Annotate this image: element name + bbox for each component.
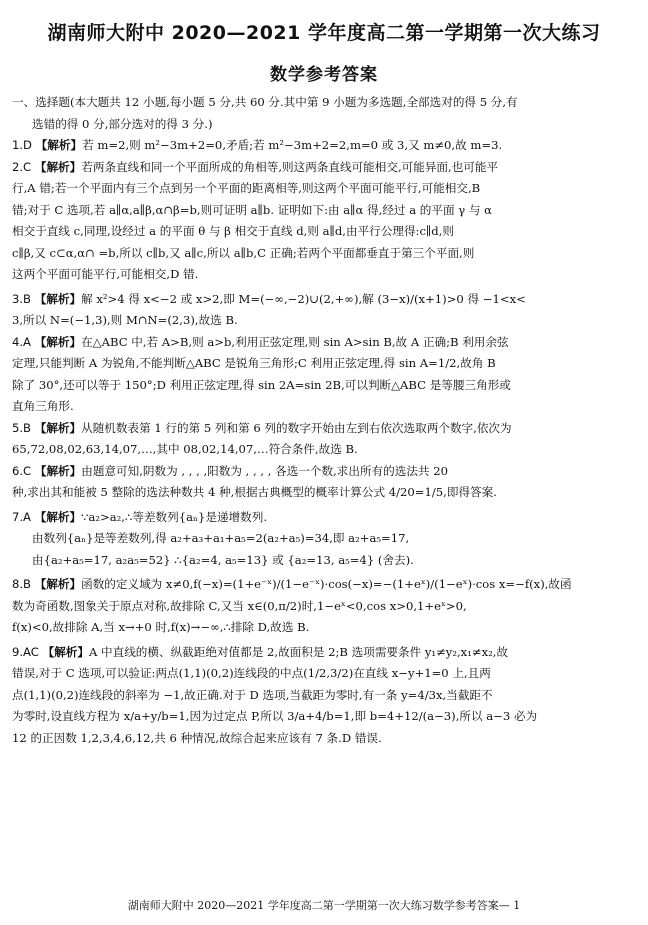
section-heading-line-2: 选错的得 0 分,部分选对的得 3 分.) <box>32 116 213 131</box>
q1-answer-number: 1.D <box>12 138 32 152</box>
page-subtitle: 数学参考答案 <box>270 65 378 85</box>
q7-line-3: 由{a₂+a₅=17, a₂a₅=52} ∴{a₂=4, a₅=13} 或 {a₂=13, a₅=4} (舍去). <box>32 552 414 567</box>
q3-line-1: 解 x²>4 得 x<−2 或 x>2,即 M=(−∞,−2)∪(2,+∞),解 (3−x)/(x+1)>0 得 −1<x< <box>81 291 526 306</box>
answer-q9 <box>12 642 638 664</box>
q9-line-3: 点(1,1)(0,2)连线段的斜率为 −1,故正确.对于 D 选项,当截距为零时,有一条 y=4/3x,当截距不 <box>12 687 493 702</box>
q9-analysis-tag: 【解析】 <box>42 644 89 659</box>
q9-line-1: A 中直线的横、纵截距绝对值都是 2,故面积是 2;B 选项需要条件 y₁≠y₂,x₁≠x₂,故 <box>88 644 509 659</box>
section-heading-line-1: 一、选择题(本大题共 12 小题,每小题 5 分,共 60 分.其中第 9 小题为多选题,全部选对的得 5 分,有 <box>12 95 518 109</box>
q4-line-1: 在△ABC 中,若 A>B,则 a>b,利用正弦定理,则 sin A>sin B,故 A 正确;B 利用余弦 <box>81 334 509 349</box>
q7-analysis-tag: 【解析】 <box>34 509 82 524</box>
q5-answer-number: 5.B <box>12 420 32 435</box>
q6-line-2: 种,求出其和能被 5 整除的选法种数共 4 种,根据古典概型的概率计算公式 4/20=1/5,即得答案. <box>12 485 497 499</box>
q7-answer-number: 7.A <box>12 509 31 524</box>
answer-q6 <box>12 461 638 483</box>
page-title: 湖南师大附中 2020—2021 学年度高二第一学期第一次大练习 <box>47 22 601 44</box>
q2-line-4: 相交于直线 c,同理,设经过 a 的平面 θ 与 β 相交于直线 d,则 a∥d,由平行公理得:c∥d,则 <box>12 224 455 238</box>
q2-answer-number: 2.C <box>12 159 32 174</box>
q4-line-4: 直角三角形. <box>12 399 74 413</box>
q7-line-2: 由数列{aₙ}是等差数列,得 a₂+a₃+a₁+a₅=2(a₂+a₅)=34,即 a₂+a₅=17, <box>32 531 410 545</box>
answer-q7 <box>12 507 638 529</box>
q9-line-5: 12 的正因数 1,2,3,4,6,12,共 6 种情况,故综合起来应该有 7 条.D 错误. <box>12 730 382 745</box>
q9-line-2: 错误,对于 C 选项,可以验证:两点(1,1)(0,2)连线段的中点(1/2,3/2)在直线 x−y+1=0 上,且两 <box>12 666 491 680</box>
q9-answer-number: 9.AC <box>12 644 39 659</box>
q1-analysis-tag: 【解析】 <box>35 138 83 152</box>
answer-q8 <box>12 574 638 596</box>
q8-line-3: f(x)<0,故排除 A,当 x→+0 时,f(x)→−∞,∴排除 D,故选 B. <box>12 620 310 634</box>
q8-analysis-tag: 【解析】 <box>34 577 82 591</box>
q4-line-2: 定理,只能判断 A 为锐角,不能判断△ABC 是锐角三角形;C 利用正弦定理,得 sin A=1/2,故角 B <box>12 356 496 370</box>
q2-line-3: 错;对于 C 选项,若 a∥α,a∥β,α∩β=b,则可证明 a∥b. 证明如下:由 a∥α 得,经过 a 的平面 γ 与 α <box>12 202 492 217</box>
page-footer: 湖南师大附中 2020—2021 学年度高二第一学期第一次大练习数学参考答案— 1 <box>127 899 521 912</box>
q4-analysis-tag: 【解析】 <box>34 334 82 349</box>
q5-analysis-tag: 【解析】 <box>34 420 82 435</box>
q8-line-2: 数为奇函数,图象关于原点对称,故排除 C,又当 x∈(0,π/2)时,1−eˣ<0,cos x>0,1+eˣ>0, <box>12 598 467 613</box>
q6-line-1: 由题意可知,阴数为 , , , ,阳数为 , , , , 各选一个数,求出所有的选法共 20 <box>81 463 448 478</box>
answer-body <box>12 92 638 749</box>
q8-line-1: 函数的定义域为 x≠0,f(−x)=(1+e⁻ˣ)/(1−e⁻ˣ)·cos(−x)=−(1+eˣ)/(1−eˣ)·cos x=−f(x),故函 <box>81 577 572 591</box>
q4-line-3: 除了 30°,还可以等于 150°;D 利用正弦定理,得 sin 2A=sin 2B,可以判断△ABC 是等腰三角形或 <box>12 377 511 392</box>
q3-line-2: 3,所以 N=(−1,3),则 M∩N=(2,3),故选 B. <box>12 313 238 327</box>
q5-line-1: 从随机数表第 1 行的第 5 列和第 6 列的数字开始由左到右依次选取两个数字,依次为 <box>81 420 512 435</box>
answer-q3 <box>12 289 638 311</box>
q7-line-1: ∵a₂>a₂,∴等差数列{aₙ}是递增数列. <box>81 509 268 524</box>
q6-answer-number: 6.C <box>12 463 32 478</box>
q1-line-1: 若 m=2,则 m²−3m+2=0,矛盾;若 m²−3m+2=2,m=0 或 3,又 m≠0,故 m=3. <box>82 138 503 152</box>
q5-line-2: 65,72,08,02,63,14,07,…,其中 08,02,14,07,…符合条件,故选 B. <box>12 442 358 456</box>
answer-q1 <box>12 135 638 157</box>
q3-analysis-tag: 【解析】 <box>34 291 82 306</box>
q2-analysis-tag: 【解析】 <box>34 159 82 174</box>
q2-line-5: c∥β,又 c⊂α,α∩ =b,所以 c∥b,又 a∥c,所以 a∥b,C 正确;若两个平面都垂直于第三个平面,则 <box>12 245 475 260</box>
q3-answer-number: 3.B <box>12 291 32 306</box>
answer-q5 <box>12 418 638 440</box>
answer-q2 <box>12 157 638 179</box>
q2-line-2: 行,A 错;若一个平面内有三个点到另一个平面的距离相等,则这两个平面可能平行,可能相交,B <box>12 181 481 195</box>
q8-answer-number: 8.B <box>12 577 32 591</box>
q9-line-4: 为零时,设直线方程为 x/a+y/b=1,因为过定点 P,所以 3/a+4/b=1,即 b=4+12/(a−3),所以 a−3 必为 <box>12 709 538 723</box>
answer-q4 <box>12 332 638 354</box>
q2-line-6: 这两个平面可能平行,可能相交,D 错. <box>12 267 199 281</box>
q2-line-1: 若两条直线和同一个平面所成的角相等,则这两条直线可能相交,可能异面,也可能平 <box>81 159 499 174</box>
q4-answer-number: 4.A <box>12 334 31 349</box>
q6-analysis-tag: 【解析】 <box>34 463 82 478</box>
